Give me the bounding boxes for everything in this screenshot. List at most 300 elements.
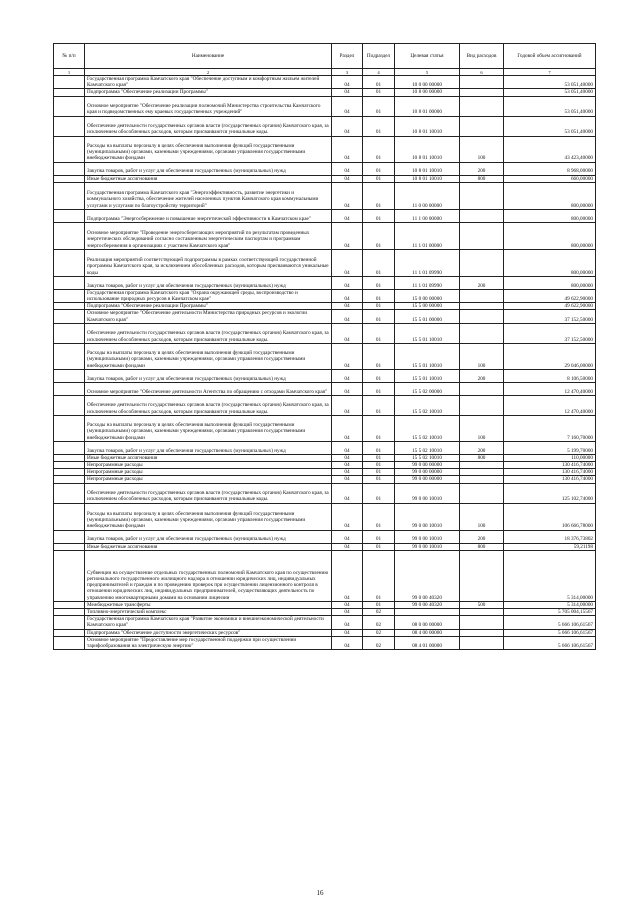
cell-razdel: 04 bbox=[332, 441, 363, 454]
cell-name: Основное мероприятие "Обеспечение деятельности Министерства природных ресурсов и экологии Камчатского края" bbox=[85, 310, 332, 323]
header-vr: Вид расходов bbox=[460, 44, 504, 69]
cell-razdel: 04 bbox=[332, 76, 363, 89]
cell-csr: 15 5 01 00000 bbox=[395, 310, 460, 323]
cell-vr: 100 bbox=[460, 343, 504, 369]
cell-podrazdel: 01 bbox=[363, 369, 395, 382]
cell-vr: 200 bbox=[460, 276, 504, 289]
cell-sum: 5 314,00000 bbox=[504, 550, 596, 601]
cell-vr bbox=[460, 323, 504, 343]
cell-podrazdel: 01 bbox=[363, 601, 395, 608]
cell-csr: 10 8 01 10010 bbox=[395, 162, 460, 175]
cell-razdel: 04 bbox=[332, 462, 363, 469]
cell-csr: 11 1 01 09990 bbox=[395, 276, 460, 289]
cell-name: Государственная программа Камчатского края "Энергоэффективность, развитие энергетики и коммунального хозяйства, обеспечение жителей населенных пунктов Камчатского края коммунальными услугами и услугами по благоустройству территорий" bbox=[85, 182, 332, 209]
cell-podrazdel: 01 bbox=[363, 116, 395, 136]
cell-podrazdel: 01 bbox=[363, 454, 395, 461]
table-row bbox=[54, 629, 596, 636]
cell-podrazdel: 01 bbox=[363, 303, 395, 310]
table-row bbox=[54, 550, 596, 601]
cell-podrazdel: 01 bbox=[363, 89, 395, 96]
cell-num bbox=[54, 503, 85, 530]
cell-razdel: 04 bbox=[332, 276, 363, 289]
cell-csr bbox=[395, 609, 460, 616]
header-podrazdel: Подраздел bbox=[363, 44, 395, 69]
cell-name: Иные бюджетные ассигнования bbox=[85, 543, 332, 550]
cell-num bbox=[54, 616, 85, 629]
cell-csr: 15 5 01 10010 bbox=[395, 343, 460, 369]
cell-num bbox=[54, 462, 85, 469]
table-row bbox=[54, 175, 596, 182]
cell-podrazdel: 01 bbox=[363, 469, 395, 476]
cell-razdel: 04 bbox=[332, 310, 363, 323]
cell-csr: 10 0 00 00000 bbox=[395, 76, 460, 89]
cell-name: Государственная программа Камчатского края "Развитие экономики и внешнеэкономической деятельности Камчатского края" bbox=[85, 616, 332, 629]
cell-sum: 130 416,74000 bbox=[504, 462, 596, 469]
cell-vr bbox=[460, 636, 504, 649]
cell-razdel: 04 bbox=[332, 323, 363, 343]
cell-csr: 08 4 00 00000 bbox=[395, 629, 460, 636]
table-row bbox=[54, 76, 596, 89]
cell-csr: 11 0 00 00000 bbox=[395, 182, 460, 209]
cell-csr: 99 0 00 00000 bbox=[395, 469, 460, 476]
cell-podrazdel: 02 bbox=[363, 636, 395, 649]
table-row bbox=[54, 601, 596, 608]
cell-podrazdel: 01 bbox=[363, 382, 395, 395]
cell-csr: 15 5 01 10010 bbox=[395, 369, 460, 382]
cell-podrazdel: 01 bbox=[363, 550, 395, 601]
cell-num bbox=[54, 483, 85, 503]
cell-num bbox=[54, 395, 85, 415]
cell-name: Основное мероприятие "Проведение энергосберегающих мероприятий по результатам проведенных энергетических обследований согласно составленным энергетическим паспортам и программам энергосбережения в организациях с участием Камчатского края" bbox=[85, 222, 332, 249]
table-row bbox=[54, 415, 596, 441]
cell-sum: 53 051,40000 bbox=[504, 96, 596, 116]
cell-name: Расходы на выплаты персоналу в целях обеспечения выполнения функций государственными (муниципальными) органами, казенными учреждениями, органами управления государственными внебюджетными фондами bbox=[85, 503, 332, 530]
cell-num bbox=[54, 310, 85, 323]
cell-num bbox=[54, 136, 85, 162]
cell-num bbox=[54, 415, 85, 441]
cell-num bbox=[54, 89, 85, 96]
cell-num bbox=[54, 116, 85, 136]
cell-sum: 29 046,00000 bbox=[504, 343, 596, 369]
cell-sum: 8 106,50000 bbox=[504, 369, 596, 382]
cell-num bbox=[54, 175, 85, 182]
cell-sum: 53 051,40000 bbox=[504, 76, 596, 89]
cell-sum: 106 666,78000 bbox=[504, 503, 596, 530]
cell-csr: 10 8 00 00000 bbox=[395, 89, 460, 96]
cell-razdel: 04 bbox=[332, 303, 363, 310]
cell-razdel: 04 bbox=[332, 116, 363, 136]
cell-name: Государственная программа Камчатского края "Охрана окружающей среды, воспроизводство и использование природных ресурсов в Камчатском крае" bbox=[85, 289, 332, 302]
cell-name: Основное мероприятие "Предоставление мер государственной поддержки при осуществлении тарифообразования на электрическую энергию" bbox=[85, 636, 332, 649]
cell-vr bbox=[460, 96, 504, 116]
cell-podrazdel: 01 bbox=[363, 76, 395, 89]
cell-csr: 15 5 02 00000 bbox=[395, 382, 460, 395]
cell-name: Расходы на выплаты персоналу в целях обеспечения выполнения функций государственными (муниципальными) органами, казенными учреждениями, органами управления государственными внебюджетными фондами bbox=[85, 415, 332, 441]
cell-name: Непрограммные расходы bbox=[85, 469, 332, 476]
cell-name: Закупка товаров, работ и услуг для обеспечения государственных (муниципальных) нужд bbox=[85, 276, 332, 289]
cell-name: Подпрограмма "Обеспечение доступности энергетических ресурсов" bbox=[85, 629, 332, 636]
cell-vr bbox=[460, 76, 504, 89]
table-row bbox=[54, 162, 596, 175]
cell-csr: 99 0 00 40320 bbox=[395, 550, 460, 601]
cell-sum: 53 051,40000 bbox=[504, 116, 596, 136]
cell-name: Межбюджетные трансферты bbox=[85, 601, 332, 608]
cell-podrazdel: 01 bbox=[363, 289, 395, 302]
cell-vr: 800 bbox=[460, 543, 504, 550]
cell-num bbox=[54, 601, 85, 608]
cell-podrazdel: 01 bbox=[363, 249, 395, 276]
table-row bbox=[54, 323, 596, 343]
cell-num bbox=[54, 222, 85, 249]
cell-razdel: 04 bbox=[332, 454, 363, 461]
cell-csr: 15 5 02 10010 bbox=[395, 441, 460, 454]
cell-vr bbox=[460, 476, 504, 483]
cell-sum: 5 705 004,15567 bbox=[504, 609, 596, 616]
cell-name: Реализация мероприятий соответствующей подпрограммы в рамках соответствующей государственной программы Камчатского края, за исключением обособленных расходов, которым присваиваются уникальные коды bbox=[85, 249, 332, 276]
cell-razdel: 04 bbox=[332, 476, 363, 483]
cell-name: Обеспечение деятельности государственных органов власти (государственных органов) Камчатского края, за исключением обособленных расходов, которым присваиваются уникальные коды. bbox=[85, 395, 332, 415]
cell-csr: 08 4 01 00000 bbox=[395, 636, 460, 649]
cell-podrazdel: 01 bbox=[363, 530, 395, 543]
table-row bbox=[54, 310, 596, 323]
cell-sum: 5 314,00000 bbox=[504, 601, 596, 608]
cell-csr: 10 8 01 10010 bbox=[395, 175, 460, 182]
cell-csr: 15 5 02 10010 bbox=[395, 395, 460, 415]
cell-vr bbox=[460, 89, 504, 96]
header-sum: Годовой объем ассигнований bbox=[504, 44, 596, 69]
cell-razdel: 04 bbox=[332, 222, 363, 249]
cell-num bbox=[54, 276, 85, 289]
cell-razdel: 04 bbox=[332, 136, 363, 162]
cell-csr: 10 8 01 00000 bbox=[395, 96, 460, 116]
cell-vr: 500 bbox=[460, 601, 504, 608]
cell-num bbox=[54, 469, 85, 476]
cell-podrazdel: 01 bbox=[363, 162, 395, 175]
table-row bbox=[54, 616, 596, 629]
cell-name: Подпрограмма "Энергосбережение и повышение энергетической эффективности в Камчатском крае" bbox=[85, 209, 332, 222]
cell-vr bbox=[460, 382, 504, 395]
cell-name: Иные бюджетные ассигнования bbox=[85, 175, 332, 182]
cell-podrazdel: 01 bbox=[363, 503, 395, 530]
cell-name: Основное мероприятие "Обеспечение реализации полномочий Министерства строительства Камчатского края и подведомственных ему краевых государственных учреждений" bbox=[85, 96, 332, 116]
cell-num bbox=[54, 162, 85, 175]
cell-csr: 11 1 01 00000 bbox=[395, 222, 460, 249]
table-row bbox=[54, 369, 596, 382]
cell-num bbox=[54, 209, 85, 222]
cell-num bbox=[54, 182, 85, 209]
table-row bbox=[54, 303, 596, 310]
cell-csr: 11 1 01 09990 bbox=[395, 249, 460, 276]
table-row bbox=[54, 96, 596, 116]
cell-razdel: 04 bbox=[332, 616, 363, 629]
cell-name: Основное мероприятие "Обеспечение деятельности Агентства по обращению с отходами Камчатского края" bbox=[85, 382, 332, 395]
cell-vr: 100 bbox=[460, 136, 504, 162]
cell-sum: 53 051,40000 bbox=[504, 89, 596, 96]
cell-name: Расходы на выплаты персоналу в целях обеспечения выполнения функций государственными (муниципальными) органами, казенными учреждениями, органами управления государственными внебюджетными фондами bbox=[85, 343, 332, 369]
page-number: 16 bbox=[316, 889, 324, 897]
table-row bbox=[54, 609, 596, 616]
cell-sum: 5 666 106,61567 bbox=[504, 636, 596, 649]
cell-vr bbox=[460, 609, 504, 616]
cell-name: Иные бюджетные ассигнования bbox=[85, 454, 332, 461]
cell-sum: 43 423,40000 bbox=[504, 136, 596, 162]
cell-vr: 800 bbox=[460, 175, 504, 182]
cell-sum: 12 470,40000 bbox=[504, 395, 596, 415]
cell-sum: 8 968,00000 bbox=[504, 162, 596, 175]
cell-vr bbox=[460, 289, 504, 302]
cell-csr: 99 0 00 00000 bbox=[395, 476, 460, 483]
cell-razdel: 04 bbox=[332, 182, 363, 209]
cell-csr: 99 0 00 10010 bbox=[395, 483, 460, 503]
header-csr: Целевая статья bbox=[395, 44, 460, 69]
cell-vr bbox=[460, 395, 504, 415]
cell-sum: 5 666 106,61567 bbox=[504, 629, 596, 636]
cell-razdel: 04 bbox=[332, 415, 363, 441]
cell-csr: 08 0 00 00000 bbox=[395, 616, 460, 629]
cell-vr bbox=[460, 469, 504, 476]
cell-podrazdel: 01 bbox=[363, 96, 395, 116]
table-row bbox=[54, 462, 596, 469]
table-row bbox=[54, 116, 596, 136]
cell-sum: 800,00000 bbox=[504, 222, 596, 249]
cell-vr: 200 bbox=[460, 530, 504, 543]
cell-csr: 10 8 01 10010 bbox=[395, 116, 460, 136]
cell-name: Топливно-энергетический комплекс bbox=[85, 609, 332, 616]
header-razdel: Раздел bbox=[332, 44, 363, 69]
cell-vr bbox=[460, 303, 504, 310]
cell-razdel: 04 bbox=[332, 382, 363, 395]
cell-podrazdel: 01 bbox=[363, 395, 395, 415]
cell-vr bbox=[460, 209, 504, 222]
cell-razdel: 04 bbox=[332, 601, 363, 608]
column-number: 2 bbox=[85, 69, 332, 76]
cell-razdel: 04 bbox=[332, 629, 363, 636]
cell-razdel: 04 bbox=[332, 636, 363, 649]
cell-razdel: 04 bbox=[332, 289, 363, 302]
cell-razdel: 04 bbox=[332, 503, 363, 530]
table-row bbox=[54, 136, 596, 162]
cell-vr bbox=[460, 182, 504, 209]
cell-podrazdel: 01 bbox=[363, 323, 395, 343]
cell-razdel: 04 bbox=[332, 209, 363, 222]
cell-name: Подпрограмма "Обеспечение реализации Программы" bbox=[85, 89, 332, 96]
cell-csr: 15 5 01 10010 bbox=[395, 323, 460, 343]
cell-podrazdel: 01 bbox=[363, 543, 395, 550]
cell-name: Субвенции на осуществление отдельных государственных полномочий Камчатского края по осуществлению регионального государственного жилищного надзора в отношении юридических лиц, индивидуальных предпринимателей и граждан и по проведению проверок при осуществлении лицензионного контроля в отношении юридических лиц, индивидуальных предпринимателей, осуществляющих деятельность по управлению многоквартирными домами на основании лицензии bbox=[85, 550, 332, 601]
cell-num bbox=[54, 550, 85, 601]
cell-vr: 200 bbox=[460, 441, 504, 454]
cell-podrazdel: 01 bbox=[363, 483, 395, 503]
cell-podrazdel: 01 bbox=[363, 441, 395, 454]
table-row bbox=[54, 395, 596, 415]
cell-csr: 15 0 00 00000 bbox=[395, 289, 460, 302]
cell-csr: 99 0 00 40320 bbox=[395, 601, 460, 608]
cell-razdel: 04 bbox=[332, 96, 363, 116]
column-number: 6 bbox=[460, 69, 504, 76]
table-row bbox=[54, 276, 596, 289]
cell-podrazdel: 01 bbox=[363, 476, 395, 483]
cell-name: Закупка товаров, работ и услуг для обеспечения государственных (муниципальных) нужд bbox=[85, 162, 332, 175]
cell-name: Обеспечение деятельности государственных органов власти (государственных органов) Камчатского края, за исключением обособленных расходов, которым присваиваются уникальные коды. bbox=[85, 483, 332, 503]
budget-page bbox=[53, 43, 595, 650]
cell-vr: 100 bbox=[460, 415, 504, 441]
cell-razdel: 04 bbox=[332, 369, 363, 382]
cell-sum: 800,00000 bbox=[504, 182, 596, 209]
column-number: 7 bbox=[504, 69, 596, 76]
cell-razdel: 04 bbox=[332, 483, 363, 503]
cell-name: Обеспечение деятельности государственных органов власти (государственных органов) Камчатского края, за исключением обособленных расходов, которым присваиваются уникальные коды. bbox=[85, 116, 332, 136]
cell-sum: 125 102,74000 bbox=[504, 483, 596, 503]
cell-sum: 59,21198 bbox=[504, 543, 596, 550]
cell-num bbox=[54, 323, 85, 343]
table-row bbox=[54, 182, 596, 209]
cell-vr bbox=[460, 222, 504, 249]
cell-name: Закупка товаров, работ и услуг для обеспечения государственных (муниципальных) нужд bbox=[85, 441, 332, 454]
cell-razdel: 04 bbox=[332, 469, 363, 476]
cell-csr: 15 5 02 10010 bbox=[395, 415, 460, 441]
cell-razdel: 04 bbox=[332, 249, 363, 276]
cell-sum: 18 376,73802 bbox=[504, 530, 596, 543]
cell-csr: 99 0 00 10010 bbox=[395, 530, 460, 543]
cell-vr: 200 bbox=[460, 162, 504, 175]
cell-podrazdel: 01 bbox=[363, 415, 395, 441]
cell-name: Закупка товаров, работ и услуг для обеспечения государственных (муниципальных) нужд bbox=[85, 530, 332, 543]
cell-sum: 110,00000 bbox=[504, 454, 596, 461]
cell-num bbox=[54, 543, 85, 550]
table-row bbox=[54, 469, 596, 476]
table-row bbox=[54, 503, 596, 530]
table-row bbox=[54, 382, 596, 395]
table-body bbox=[54, 76, 596, 650]
cell-name: Обеспечение деятельности государственных органов власти (государственных органов) Камчатского края, за исключением обособленных расходов, которым присваиваются уникальные коды. bbox=[85, 323, 332, 343]
table-row bbox=[54, 441, 596, 454]
cell-vr: 200 bbox=[460, 369, 504, 382]
cell-podrazdel: 02 bbox=[363, 609, 395, 616]
cell-num bbox=[54, 343, 85, 369]
cell-num bbox=[54, 629, 85, 636]
cell-sum: 800,00000 bbox=[504, 249, 596, 276]
cell-sum: 800,00000 bbox=[504, 209, 596, 222]
cell-vr bbox=[460, 483, 504, 503]
cell-vr bbox=[460, 310, 504, 323]
cell-razdel: 04 bbox=[332, 543, 363, 550]
table-row bbox=[54, 543, 596, 550]
cell-sum: 800,00000 bbox=[504, 276, 596, 289]
table-row bbox=[54, 222, 596, 249]
table-row bbox=[54, 289, 596, 302]
column-number: 5 bbox=[395, 69, 460, 76]
table-row bbox=[54, 343, 596, 369]
column-number: 4 bbox=[363, 69, 395, 76]
cell-num bbox=[54, 382, 85, 395]
cell-sum: 5 666 106,61567 bbox=[504, 616, 596, 629]
cell-csr: 99 0 00 10010 bbox=[395, 543, 460, 550]
table-row bbox=[54, 89, 596, 96]
cell-name: Подпрограмма "Обеспечение реализации Программы" bbox=[85, 303, 332, 310]
cell-num bbox=[54, 76, 85, 89]
cell-razdel: 04 bbox=[332, 162, 363, 175]
cell-name: Закупка товаров, работ и услуг для обеспечения государственных (муниципальных) нужд bbox=[85, 369, 332, 382]
cell-sum: 12 470,40000 bbox=[504, 382, 596, 395]
table-row bbox=[54, 476, 596, 483]
table-row bbox=[54, 483, 596, 503]
cell-podrazdel: 01 bbox=[363, 276, 395, 289]
cell-razdel: 04 bbox=[332, 89, 363, 96]
cell-vr bbox=[460, 629, 504, 636]
cell-csr: 11 1 00 00000 bbox=[395, 209, 460, 222]
cell-sum: 5 199,70000 bbox=[504, 441, 596, 454]
cell-num bbox=[54, 441, 85, 454]
cell-podrazdel: 01 bbox=[363, 310, 395, 323]
cell-vr bbox=[460, 116, 504, 136]
cell-num bbox=[54, 303, 85, 310]
table-row bbox=[54, 530, 596, 543]
budget-table bbox=[53, 43, 596, 650]
cell-podrazdel: 02 bbox=[363, 629, 395, 636]
cell-num bbox=[54, 369, 85, 382]
cell-razdel: 04 bbox=[332, 550, 363, 601]
cell-sum: 660,00000 bbox=[504, 175, 596, 182]
cell-podrazdel: 01 bbox=[363, 136, 395, 162]
cell-sum: 130 416,74000 bbox=[504, 476, 596, 483]
table-row bbox=[54, 636, 596, 649]
cell-csr: 99 0 00 10010 bbox=[395, 503, 460, 530]
cell-num bbox=[54, 454, 85, 461]
cell-razdel: 04 bbox=[332, 343, 363, 369]
cell-csr: 10 8 01 10010 bbox=[395, 136, 460, 162]
cell-num bbox=[54, 636, 85, 649]
cell-num bbox=[54, 96, 85, 116]
cell-sum: 130 416,74000 bbox=[504, 469, 596, 476]
cell-podrazdel: 02 bbox=[363, 616, 395, 629]
cell-podrazdel: 01 bbox=[363, 182, 395, 209]
cell-num bbox=[54, 476, 85, 483]
header-name: Наименование bbox=[85, 44, 332, 69]
cell-razdel: 04 bbox=[332, 175, 363, 182]
cell-csr: 15 5 00 00000 bbox=[395, 303, 460, 310]
cell-vr bbox=[460, 550, 504, 601]
cell-csr: 99 0 00 00000 bbox=[395, 462, 460, 469]
cell-name: Непрограммные расходы bbox=[85, 476, 332, 483]
header-num: № п/п bbox=[54, 44, 85, 69]
cell-sum: 49 622,90000 bbox=[504, 303, 596, 310]
table-row bbox=[54, 454, 596, 461]
cell-razdel: 04 bbox=[332, 395, 363, 415]
cell-podrazdel: 01 bbox=[363, 209, 395, 222]
table-header-row bbox=[54, 44, 596, 69]
cell-vr bbox=[460, 462, 504, 469]
column-number: 1 bbox=[54, 69, 85, 76]
cell-name: Государственная программа Камчатского края "Обеспечение доступным и комфортным жильем жителей Камчатского края" bbox=[85, 76, 332, 89]
cell-razdel: 04 bbox=[332, 530, 363, 543]
cell-vr: 800 bbox=[460, 454, 504, 461]
cell-podrazdel: 01 bbox=[363, 175, 395, 182]
cell-num bbox=[54, 289, 85, 302]
table-row bbox=[54, 249, 596, 276]
cell-num bbox=[54, 249, 85, 276]
cell-razdel: 04 bbox=[332, 609, 363, 616]
cell-sum: 37 152,50000 bbox=[504, 310, 596, 323]
cell-vr: 100 bbox=[460, 503, 504, 530]
cell-podrazdel: 01 bbox=[363, 343, 395, 369]
cell-vr bbox=[460, 616, 504, 629]
cell-csr: 15 5 02 10010 bbox=[395, 454, 460, 461]
cell-sum: 7 160,70000 bbox=[504, 415, 596, 441]
cell-num bbox=[54, 609, 85, 616]
cell-sum: 49 622,90000 bbox=[504, 289, 596, 302]
column-number: 3 bbox=[332, 69, 363, 76]
table-row bbox=[54, 209, 596, 222]
